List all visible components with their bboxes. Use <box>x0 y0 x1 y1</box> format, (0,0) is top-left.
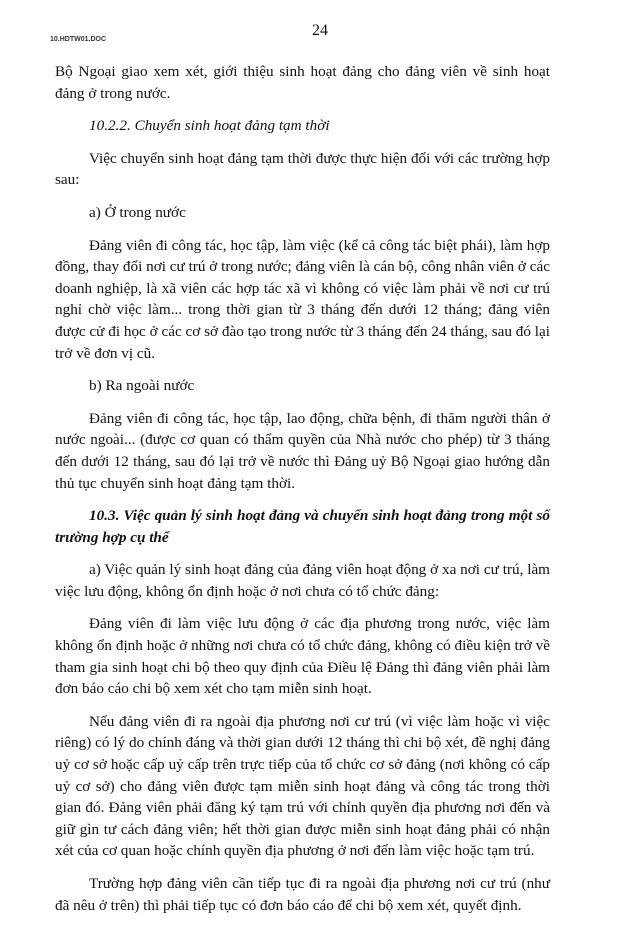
document-body <box>55 61 550 927</box>
paragraph: a) Việc quản lý sinh hoạt đảng của đảng viên hoạt động ở xa nơi cư trú, làm việc lưu động, không ổn định hoặc ở nơi chưa có tổ chức đảng: <box>55 561 550 600</box>
paragraph: Trường hợp đảng viên cần tiếp tục đi ra ngoài địa phương nơi cư trú (như đã nêu ở trên) thì phải tiếp tục có đơn báo cáo để chi bộ xem xét, quyết định. <box>55 875 550 914</box>
paragraph: Nếu đảng viên đi ra ngoài địa phương nơi cư trú (vì việc làm hoặc vì việc riêng) có lý do chính đáng và thời gian dưới 12 tháng thì chi bộ xét, đề nghị đảng uỷ cơ sở hoặc cấp uỷ cấp trên trực tiếp của tổ chức cơ sở đảng (nơi không có cấp uỷ cơ sở) cho đảng viên được tạm miễn sinh hoạt đảng và công tác trong thời gian đó. Đảng viên phải đăng ký tạm trú với chính quyền địa phương nơi đến và giữ gìn tư cách đảng viên; hết thời gian được miễn sinh hoạt đảng phải có nhận xét của cơ quan hoặc chính quyền địa phương ở nơi đến làm việc hoặc tạm trú. <box>55 712 550 860</box>
page-number: 24 <box>312 22 328 39</box>
subsection-label: b) Ra ngoài nước <box>89 377 195 395</box>
paragraph: Đảng viên đi công tác, học tập, làm việc (kể cả công tác biệt phái), làm hợp đồng, thay đổi nơi cư trú ở trong nước; đảng viên là cán bộ, công nhân viên ở các doanh nghiệp, là xã viên các hợp tác xã vì không có việc làm phải về nơi cư trú nghỉ chờ việc làm... trong thời gian từ 3 tháng đến dưới 12 tháng; đảng viên được cử đi học ở các cơ sở đào tạo trong nước từ 3 tháng đến 24 tháng, sau đó lại trở về đơn vị cũ. <box>55 236 550 362</box>
paragraph: Đảng viên đi công tác, học tập, lao động, chữa bệnh, đi thăm người thân ở nước ngoài... (được cơ quan có thẩm quyền của Nhà nước cho phép) từ 3 tháng đến dưới 12 tháng, sau đó lại trở về nước thì Đảng uỷ Bộ Ngoại giao hướng dẫn thủ tục chuyển sinh hoạt đảng tạm thời. <box>55 409 550 492</box>
paragraph: Việc chuyển sinh hoạt đảng tạm thời được thực hiện đối với các trường hợp sau: <box>55 149 550 189</box>
section-heading: 10.2.2. Chuyển sinh hoạt đảng tạm thời <box>89 117 330 135</box>
section-heading: 10.3. Việc quản lý sinh hoạt đảng và chuyển sinh hoạt đảng trong một số trường hợp cụ thể <box>55 507 550 546</box>
subsection-label: a) Ở trong nước <box>89 203 186 221</box>
paragraph: Bộ Ngoại giao xem xét, giới thiệu sinh hoạt đảng cho đảng viên về sinh hoạt đảng ở trong nước. <box>55 63 550 102</box>
paragraph: Đảng viên đi làm việc lưu động ở các địa phương trong nước, việc làm không ổn định hoặc ở những nơi chưa có tổ chức đảng, không có điều kiện trở về tham gia sinh hoạt chi bộ theo quy định của Điều lệ Đảng thì đảng viên phải làm đơn báo cáo chi bộ xem xét cho tạm miễn sinh hoạt. <box>55 615 550 698</box>
file-label: 10.HDTW01.DOC <box>50 36 107 43</box>
